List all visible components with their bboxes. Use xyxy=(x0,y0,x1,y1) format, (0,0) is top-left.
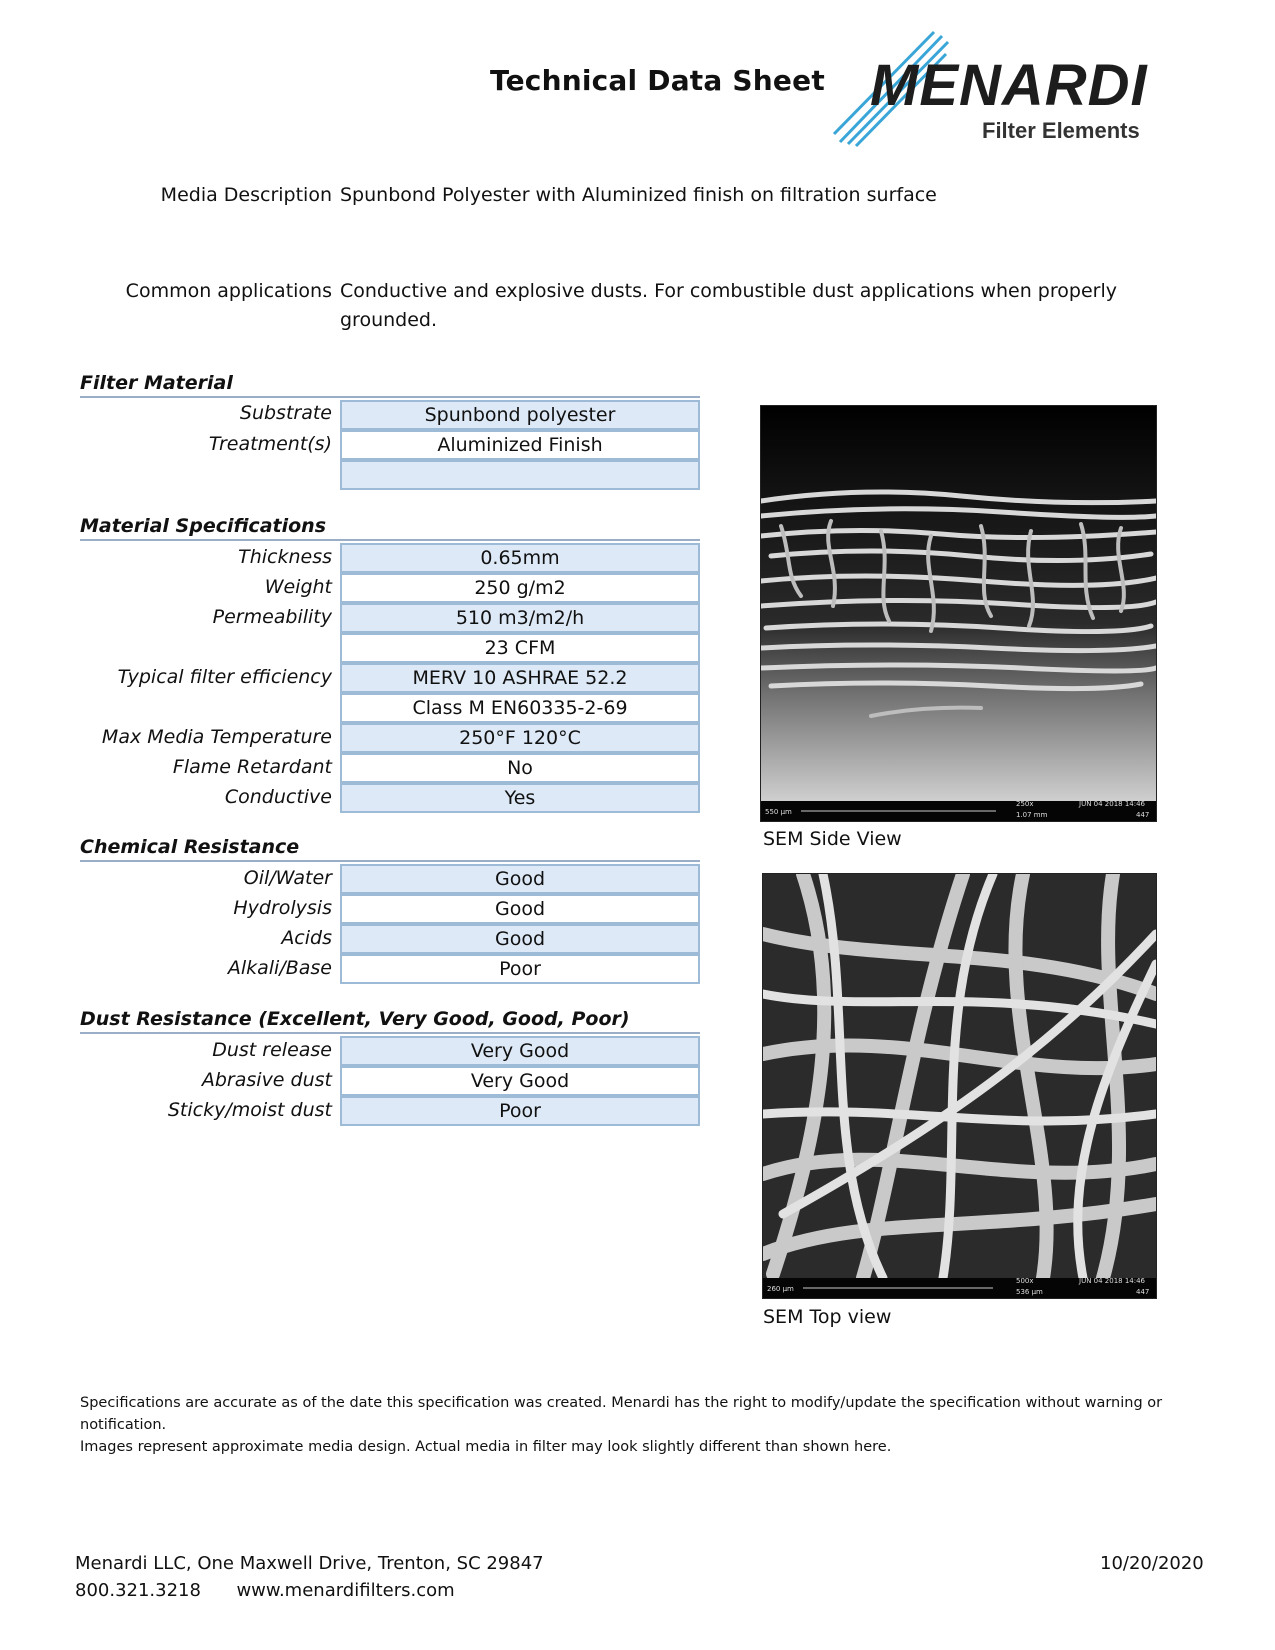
row-value-oil-water: Good xyxy=(340,864,700,894)
row-label-thickness: Thickness xyxy=(238,546,332,568)
row-label-max-temperature: Max Media Temperature xyxy=(101,726,332,748)
sem-side-mag: 250x xyxy=(1016,800,1034,808)
sem-side-view-image xyxy=(760,405,1157,822)
row-label-flame-retardant: Flame Retardant xyxy=(172,756,332,778)
row-label-filter-efficiency: Typical filter efficiency xyxy=(117,666,332,688)
row-value-treatment: Aluminized Finish xyxy=(340,430,700,460)
sem-side-num: 447 xyxy=(1136,811,1150,819)
applications-value-line2: grounded. xyxy=(340,309,438,331)
media-description-value: Spunbond Polyester with Aluminized finish on filtration surface xyxy=(340,184,937,206)
disclaimer-line-2: Images represent approximate media design. Actual media in filter may look slightly different than shown here. xyxy=(80,1439,892,1455)
row-label-dust-release: Dust release xyxy=(212,1039,332,1061)
footer-phone: 800.321.3218 xyxy=(75,1580,201,1601)
section-filter-material: Filter Material xyxy=(80,372,700,398)
row-label-weight: Weight xyxy=(264,576,332,598)
row-value-dust-release: Very Good xyxy=(340,1036,700,1066)
footer-date: 10/20/2020 xyxy=(1100,1553,1204,1574)
menardi-logo xyxy=(830,30,1170,150)
sem-top-scale: 260 µm xyxy=(767,1285,794,1293)
row-value-abrasive-dust: Very Good xyxy=(340,1066,700,1096)
media-description-label: Media Description xyxy=(160,184,332,206)
sem-side-date: JUN 04 2018 14:46 xyxy=(1079,800,1145,808)
sem-top-date: JUN 04 2018 14:46 xyxy=(1079,1277,1145,1285)
row-value-acids: Good xyxy=(340,924,700,954)
row-value-sticky-moist-dust: Poor xyxy=(340,1096,700,1126)
row-value-substrate: Spunbond polyester xyxy=(340,400,700,430)
section-material-specifications: Material Specifications xyxy=(80,515,700,541)
row-label-alkali-base: Alkali/Base xyxy=(227,957,332,979)
sem-top-view-image xyxy=(762,873,1157,1299)
footer-phone-web xyxy=(75,1577,544,1604)
footer-address: Menardi LLC, One Maxwell Drive, Trenton, SC 29847 xyxy=(75,1553,544,1574)
row-label-hydrolysis: Hydrolysis xyxy=(233,897,332,919)
disclaimer-line-1: Specifications are accurate as of the date this specification was created. Menardi has the right to modify/update the specification without warning or notification. xyxy=(80,1395,1163,1433)
row-value-flame-retardant: No xyxy=(340,753,700,783)
logo-sub-text: Filter Elements xyxy=(982,118,1140,143)
footer-contact xyxy=(75,1550,544,1604)
row-value-filter-efficiency: MERV 10 ASHRAE 52.2 xyxy=(340,663,700,693)
row-label-substrate: Substrate xyxy=(239,402,332,424)
footer-website[interactable]: www.menardifilters.com xyxy=(236,1580,455,1601)
sem-top-num: 447 xyxy=(1136,1288,1150,1296)
sem-side-caption: SEM Side View xyxy=(763,828,902,850)
applications-value-line1: Conductive and explosive dusts. For combustible dust applications when properly xyxy=(340,280,1117,302)
row-value-alkali-base: Poor xyxy=(340,954,700,984)
row-value-filter-class: Class M EN60335-2-69 xyxy=(340,693,700,723)
row-label-acids: Acids xyxy=(281,927,332,949)
row-value-empty xyxy=(340,460,700,490)
page-title: Technical Data Sheet xyxy=(490,64,825,97)
section-dust-resistance: Dust Resistance (Excellent, Very Good, Good, Poor) xyxy=(80,1008,700,1034)
sem-top-mag: 500x xyxy=(1016,1277,1034,1285)
row-label-treatment: Treatment(s) xyxy=(208,433,332,455)
row-value-permeability: 510 m3/m2/h xyxy=(340,603,700,633)
logo-brand-text: MENARDI xyxy=(870,53,1148,118)
row-value-hydrolysis: Good xyxy=(340,894,700,924)
sem-top-caption: SEM Top view xyxy=(763,1306,892,1328)
applications-label: Common applications xyxy=(125,280,332,302)
row-value-permeability-cfm: 23 CFM xyxy=(340,633,700,663)
row-label-abrasive-dust: Abrasive dust xyxy=(201,1069,332,1091)
sem-side-width: 1.07 mm xyxy=(1016,811,1048,819)
sem-side-scale: 550 µm xyxy=(765,808,792,816)
row-value-weight: 250 g/m2 xyxy=(340,573,700,603)
sem-top-width: 536 µm xyxy=(1016,1288,1043,1296)
row-value-conductive: Yes xyxy=(340,783,700,813)
row-label-sticky-moist-dust: Sticky/moist dust xyxy=(167,1099,332,1121)
disclaimer-note xyxy=(80,1392,1200,1458)
row-label-conductive: Conductive xyxy=(224,786,332,808)
row-value-max-temperature: 250°F 120°C xyxy=(340,723,700,753)
row-label-oil-water: Oil/Water xyxy=(243,867,332,889)
section-chemical-resistance: Chemical Resistance xyxy=(80,836,700,862)
row-label-permeability: Permeability xyxy=(212,606,332,628)
row-value-thickness: 0.65mm xyxy=(340,543,700,573)
